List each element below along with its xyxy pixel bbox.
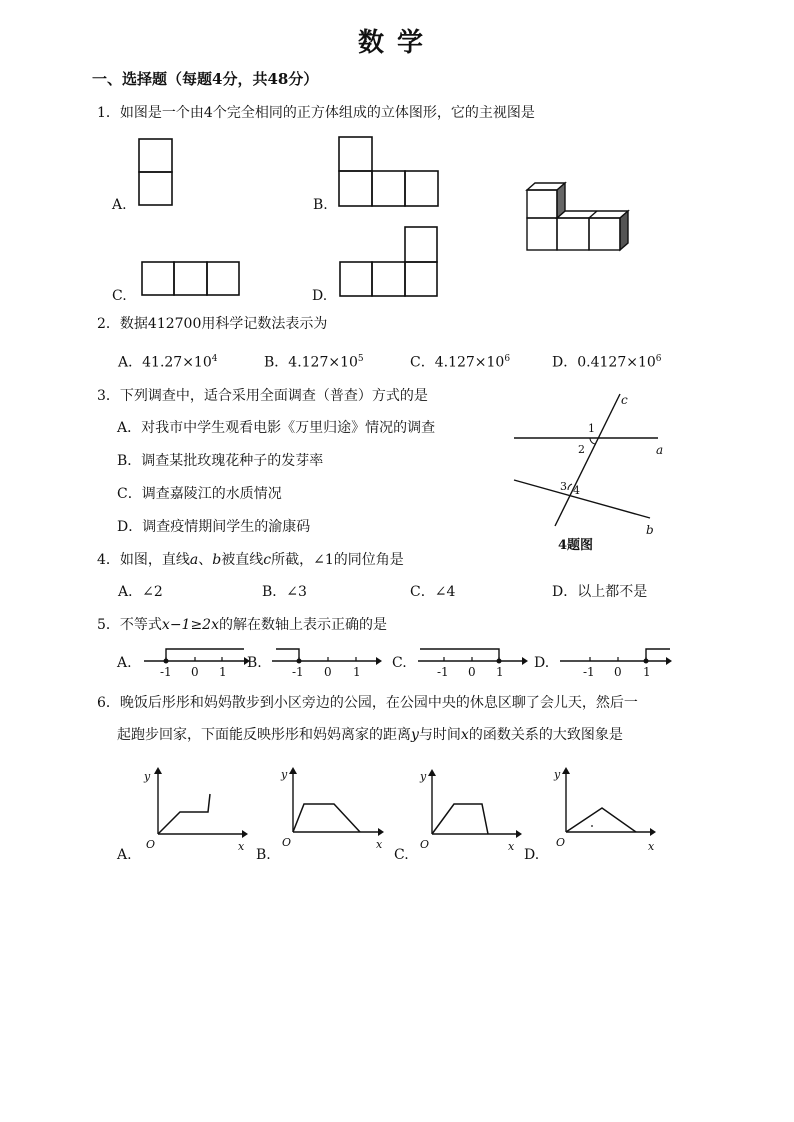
q5-option-b-label: B.: [247, 655, 262, 671]
tick-label: -1: [583, 665, 595, 679]
origin-label: O: [420, 838, 430, 851]
q5-stem: 5．不等式x−1≥2x的解在数轴上表示正确的是: [97, 617, 387, 633]
q5-option-a-numberline: [140, 644, 250, 680]
axis-y-label: y: [420, 770, 427, 783]
angle-4-label: 4: [573, 484, 580, 497]
tick-label: -1: [292, 665, 304, 679]
q1-option-a-figure: [138, 138, 174, 206]
q3-option-c: C．调查嘉陵江的水质情况: [117, 486, 282, 502]
angle-3-label: 3: [560, 480, 567, 493]
tick-label: 0: [614, 665, 622, 679]
q3-option-b: B．调查某批玫瑰花种子的发芽率: [117, 453, 324, 469]
q4-option-c: C．∠4: [410, 584, 456, 600]
q5-option-b-numberline: [268, 644, 384, 680]
tick-label: 1: [353, 665, 361, 679]
q1-option-b-label: B.: [313, 197, 328, 213]
q1-option-c-figure: [141, 261, 241, 297]
q6-option-a-label: A.: [117, 847, 132, 863]
tick-label: 1: [496, 665, 504, 679]
q6-option-c-label: C.: [394, 847, 409, 863]
q5-option-d-numberline: [556, 644, 674, 680]
q4-option-a: A．∠2: [118, 584, 163, 600]
axis-x-label: x: [508, 840, 515, 853]
axis-x-label: x: [376, 838, 383, 851]
origin-label: O: [282, 836, 292, 849]
q6-line2: 起跑步回家，下面能反映彤彤和妈妈离家的距离y与时间x的函数关系的大致图象是: [117, 727, 623, 743]
q4-option-b: B．∠3: [262, 584, 307, 600]
axis-y-label: y: [281, 768, 288, 781]
q1-option-a-label: A.: [112, 197, 127, 213]
q2-option-c: C．$4.127\times 10^6$: [410, 354, 511, 371]
q5-option-c-label: C.: [392, 655, 407, 671]
q2-option-d: D．$0.4127\times 10^6$: [552, 354, 662, 371]
q3-option-a: A．对我市中学生观看电影《万里归途》情况的调查: [117, 420, 436, 436]
tick-label: 0: [468, 665, 476, 679]
q1-option-c-label: C.: [112, 288, 127, 304]
axis-x-label: x: [648, 840, 655, 853]
angle-2-label: 2: [578, 443, 585, 456]
axis-y-label: y: [554, 768, 561, 781]
angle-1-label: 1: [588, 422, 595, 435]
axis-y-label: y: [144, 770, 151, 783]
q3-option-d: D．调查疫情期间学生的渝康码: [117, 519, 311, 535]
tick-label: 0: [324, 665, 332, 679]
axis-x-label: x: [238, 840, 245, 853]
q4-figure: [510, 392, 670, 552]
tick-label: -1: [437, 665, 449, 679]
tick-label: -1: [160, 665, 172, 679]
q3-stem: 3．下列调查中，适合采用全面调查（普查）方式的是: [97, 388, 428, 404]
line-c-label: c: [621, 393, 628, 407]
q4-option-d: D．以上都不是: [552, 584, 648, 600]
q6-option-b-graph: [278, 764, 390, 854]
line-b-label: b: [646, 523, 654, 537]
q2-option-a: A．$41.27\times 10^4$: [118, 354, 218, 371]
q1-option-d-label: D.: [312, 288, 328, 304]
q6-line1: 6．晚饭后彤彤和妈妈散步到小区旁边的公园，在公园中央的休息区聊了会儿天，然后一: [97, 695, 638, 711]
tick-label: 0: [191, 665, 199, 679]
q4-stem: 4．如图，直线a、b被直线c所截，∠1的同位角是: [97, 552, 404, 568]
section-heading: 一、选择题（每题4分，共48分）: [92, 70, 319, 88]
page-title: 数 学: [358, 28, 426, 58]
q6-option-a-graph: [140, 764, 252, 854]
q6-option-c-graph: [416, 766, 528, 856]
q5-option-d-label: D.: [534, 655, 550, 671]
tick-label: 1: [643, 665, 651, 679]
q1-option-d-figure: [339, 226, 439, 298]
q6-option-b-label: B.: [256, 847, 271, 863]
tick-label: 1: [219, 665, 227, 679]
q4-figure-caption: 4题图: [558, 538, 594, 553]
q5-option-a-label: A.: [117, 655, 132, 671]
q2-stem: 2．数据412700用科学记数法表示为: [97, 316, 328, 332]
line-a-label: a: [656, 443, 664, 457]
q6-option-d-graph: [548, 764, 660, 854]
origin-label: O: [146, 838, 156, 851]
q2-option-b: B．$4.127\times 10^5$: [264, 354, 364, 371]
q1-option-b-figure: [338, 136, 440, 208]
q6-option-d-label: D.: [524, 847, 540, 863]
origin-label: O: [556, 836, 566, 849]
q1-stem: 1．如图是一个由4个完全相同的正方体组成的立体图形，它的主视图是: [97, 105, 535, 121]
q5-option-c-numberline: [414, 644, 530, 680]
q1-solid-figure: [525, 180, 635, 254]
